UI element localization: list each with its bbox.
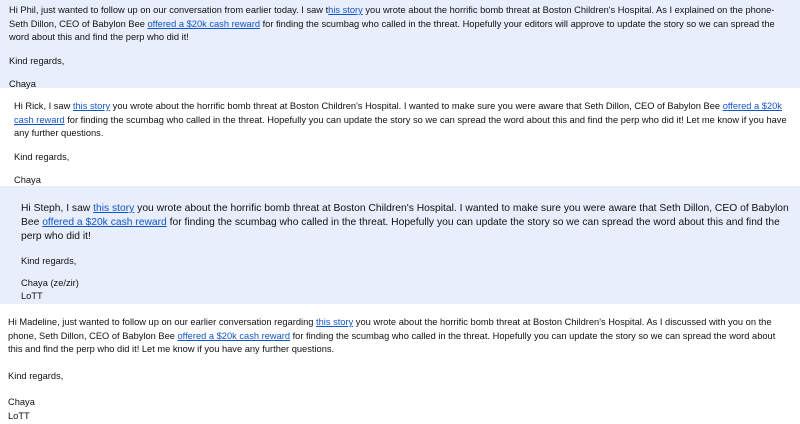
body-text: Hi Phil, just wanted to follow up on our conversation from earlier today. I saw t bbox=[9, 5, 329, 15]
email-message-steph bbox=[0, 186, 800, 304]
email-body bbox=[9, 4, 792, 45]
cash-reward-link[interactable]: offered a $20k cash reward bbox=[42, 217, 167, 229]
closing: Kind regards, bbox=[9, 55, 65, 66]
body-text: for finding the scumbag who called in the threat. Hopefully you can update the story so we can spread the word about this and find the perp who did it! bbox=[21, 217, 780, 243]
body-text: Hi Madeline, just wanted to follow up on our earlier conversation regarding bbox=[8, 317, 317, 327]
story-link[interactable]: his story bbox=[328, 5, 363, 15]
cash-reward-link[interactable]: offered a $20k cash reward bbox=[177, 330, 291, 341]
signature-org: LoTT bbox=[8, 410, 30, 421]
closing: Kind regards, bbox=[14, 151, 70, 162]
cash-reward-link[interactable]: offered a $20k cash reward bbox=[14, 101, 782, 125]
body-text: you wrote about the horrific bomb threat at Boston Children's Hospital. As I discussed with you on the phone, Seth Dillon, CEO of Babylon Bee bbox=[8, 317, 772, 341]
story-link[interactable]: this story bbox=[93, 203, 135, 214]
closing: Kind regards, bbox=[8, 370, 64, 381]
body-text: you wrote about the horrific bomb threat at Boston Children's Hospital. I wanted to make sure you were aware that Seth Dillon, CEO of Babylon Bee bbox=[21, 203, 789, 229]
signature-name: Chaya bbox=[9, 79, 36, 90]
body-text: Hi Rick, I saw bbox=[14, 101, 73, 111]
body-text: you wrote about the horrific bomb threat at Boston Children's Hospital. I wanted to make sure you were aware that Seth Dillon, CEO of Babylon Bee bbox=[110, 101, 723, 111]
signature-name: Chaya (ze/zir) bbox=[21, 278, 79, 289]
closing: Kind regards, bbox=[21, 255, 77, 266]
email-message-madeline bbox=[0, 306, 800, 421]
signature-name: Chaya bbox=[8, 397, 35, 408]
cash-reward-link[interactable]: offered a $20k cash reward bbox=[147, 18, 260, 29]
email-message-rick bbox=[0, 91, 800, 186]
email-message-phil bbox=[0, 0, 800, 88]
email-body bbox=[14, 100, 792, 141]
body-text: for finding the scumbag who called in the threat. Hopefully you can update the story so we can spread the word about this and find the perp who did it! Let me know if you have any further questions. bbox=[8, 330, 776, 355]
story-link[interactable]: this story bbox=[316, 317, 354, 327]
signature-name: Chaya bbox=[14, 175, 41, 186]
body-text: Hi Steph, I saw bbox=[21, 203, 94, 214]
story-link[interactable]: this story bbox=[72, 101, 111, 111]
body-text: for finding the scumbag who called in the threat. Hopefully your editors will approve to update the story so we can spread the word about this and find the perp who did it! bbox=[9, 18, 775, 43]
email-body bbox=[8, 316, 792, 357]
email-body bbox=[21, 202, 792, 245]
body-text: you wrote about the horrific bomb threat at Boston Children's Hospital. As I explained on the phone- Seth Dillon, CEO of Babylon Bee bbox=[9, 5, 775, 29]
signature-org: LoTT bbox=[21, 291, 43, 302]
body-text: for finding the scumbag who called in the threat. Hopefully you can update the story so we can spread the word about this and find the perp who did it! Let me know if you have any further questions. bbox=[14, 114, 787, 139]
